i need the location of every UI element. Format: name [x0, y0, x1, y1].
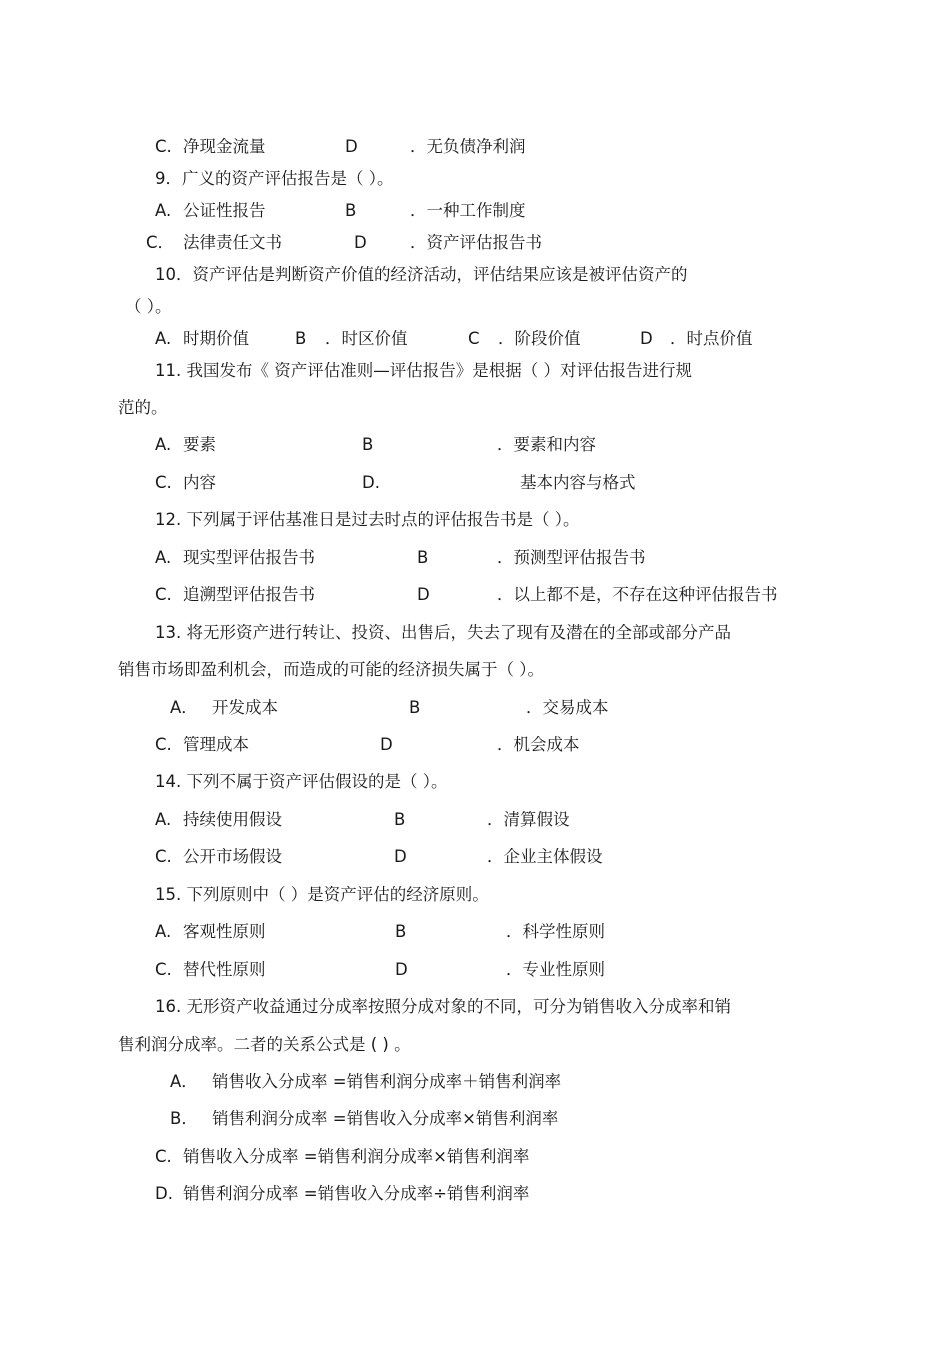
option-d-text: 基本内容与格式 — [520, 473, 636, 492]
option-c-letter: C. — [155, 473, 172, 492]
option-b-text: ．要素和内容 — [497, 435, 596, 454]
option-a-text: 公证性报告 — [183, 201, 266, 220]
question-stem-line-2: 范的。 — [118, 398, 168, 417]
option-b-text: ．交易成本 — [526, 698, 609, 717]
option-b-text: ．一种工作制度 — [410, 201, 526, 220]
option-b-letter: B — [395, 922, 407, 941]
option-a-letter: A． — [170, 698, 198, 717]
option-d-letter: D. — [155, 1184, 173, 1203]
option-d-letter: D — [395, 960, 408, 979]
option-d-letter: D — [345, 137, 358, 156]
option-b-text: ．清算假设 — [487, 810, 570, 829]
option-c-text: ．阶段价值 — [498, 329, 581, 348]
option-b-text: ．预测型评估报告书 — [497, 548, 646, 567]
option-c-letter: C — [468, 329, 480, 348]
option-d-text: ．时点价值 — [670, 329, 753, 348]
question-stem-line-1: 10．资产评估是判断资产价值的经济活动，评估结果应该是被评估资产的 — [155, 265, 688, 284]
option-a-text: 开发成本 — [212, 698, 278, 717]
option-c-text: 销售收入分成率 =销售利润分成率×销售利润率 — [183, 1147, 530, 1166]
option-a-text: 要素 — [183, 435, 216, 454]
option-c-letter: C. — [155, 137, 172, 156]
option-d-text: ．资产评估报告书 — [410, 233, 542, 252]
option-c-letter: C． — [146, 233, 175, 252]
option-a-letter: A. — [155, 810, 172, 829]
question-stem-line-1: 16. 无形资产收益通过分成率按照分成对象的不同，可分为销售收入分成率和销 — [155, 997, 731, 1016]
option-b-letter: B — [345, 201, 357, 220]
option-a-text: 持续使用假设 — [183, 810, 282, 829]
option-d-text: ．专业性原则 — [506, 960, 605, 979]
option-a-letter: A. — [155, 329, 172, 348]
option-d-letter: D — [354, 233, 367, 252]
question-stem-line-1: 13. 将无形资产进行转让、投资、出售后，失去了现有及潜在的全部或部分产品 — [155, 623, 731, 642]
option-c-letter: C. — [155, 960, 172, 979]
option-b-letter: B — [295, 329, 307, 348]
option-d-text: ．机会成本 — [497, 735, 580, 754]
option-c-text: 内容 — [183, 473, 216, 492]
question-stem: 14. 下列不属于资产评估假设的是（ ）。 — [155, 772, 448, 791]
option-c-text: 管理成本 — [183, 735, 249, 754]
option-c-text: 替代性原则 — [183, 960, 266, 979]
option-c-letter: C. — [155, 585, 172, 604]
option-b-letter: B — [417, 548, 429, 567]
option-d-letter: D — [640, 329, 653, 348]
option-a-letter: A． — [170, 1072, 198, 1091]
option-a-letter: A. — [155, 922, 172, 941]
option-b-letter: B — [362, 435, 374, 454]
option-d-text: ．无负债净利润 — [410, 137, 526, 156]
option-c-letter: C. — [155, 847, 172, 866]
option-b-text: 销售利润分成率 =销售收入分成率×销售利润率 — [212, 1109, 559, 1128]
question-stem: 12. 下列属于评估基准日是过去时点的评估报告书是（ ）。 — [155, 510, 580, 529]
question-stem-line-1: 11. 我国发布《 资产评估准则—评估报告》是根据（ ）对评估报告进行规 — [155, 361, 692, 380]
option-c-text: 法律责任文书 — [183, 233, 282, 252]
option-a-letter: A. — [155, 435, 172, 454]
option-d-text: ．以上都不是，不存在这种评估报告书 — [497, 585, 778, 604]
option-b-letter: B． — [170, 1109, 198, 1128]
question-stem: 15. 下列原则中（ ）是资产评估的经济原则。 — [155, 885, 489, 904]
option-a-text: 客观性原则 — [183, 922, 266, 941]
option-b-text: ．科学性原则 — [506, 922, 605, 941]
option-d-letter: D — [394, 847, 407, 866]
question-stem-line-2: 售利润分成率。二者的关系公式是 ( ) 。 — [118, 1035, 411, 1054]
option-b-letter: B — [409, 698, 421, 717]
option-c-text: 公开市场假设 — [183, 847, 282, 866]
option-a-text: 销售收入分成率 =销售利润分成率＋销售利润率 — [212, 1072, 562, 1091]
option-b-letter: B — [394, 810, 406, 829]
option-c-text: 净现金流量 — [183, 137, 266, 156]
option-d-letter: D — [417, 585, 430, 604]
option-d-text: 销售利润分成率 =销售收入分成率÷销售利润率 — [183, 1184, 530, 1203]
option-d-letter: D — [380, 735, 393, 754]
option-a-letter: A. — [155, 201, 172, 220]
option-c-letter: C. — [155, 1147, 172, 1166]
option-a-text: 现实型评估报告书 — [183, 548, 315, 567]
question-stem-line-2: （ ）。 — [125, 297, 172, 316]
option-a-text: 时期价值 — [183, 329, 249, 348]
question-stem: 9．广义的资产评估报告是（ ）。 — [155, 169, 394, 188]
option-d-letter: D. — [362, 473, 380, 492]
option-d-text: ．企业主体假设 — [487, 847, 603, 866]
question-stem-line-2: 销售市场即盈利机会，而造成的可能的经济损失属于（ ）。 — [118, 660, 544, 679]
option-b-text: ．时区价值 — [325, 329, 408, 348]
option-c-text: 追溯型评估报告书 — [183, 585, 315, 604]
option-c-letter: C. — [155, 735, 172, 754]
option-a-letter: A. — [155, 548, 172, 567]
